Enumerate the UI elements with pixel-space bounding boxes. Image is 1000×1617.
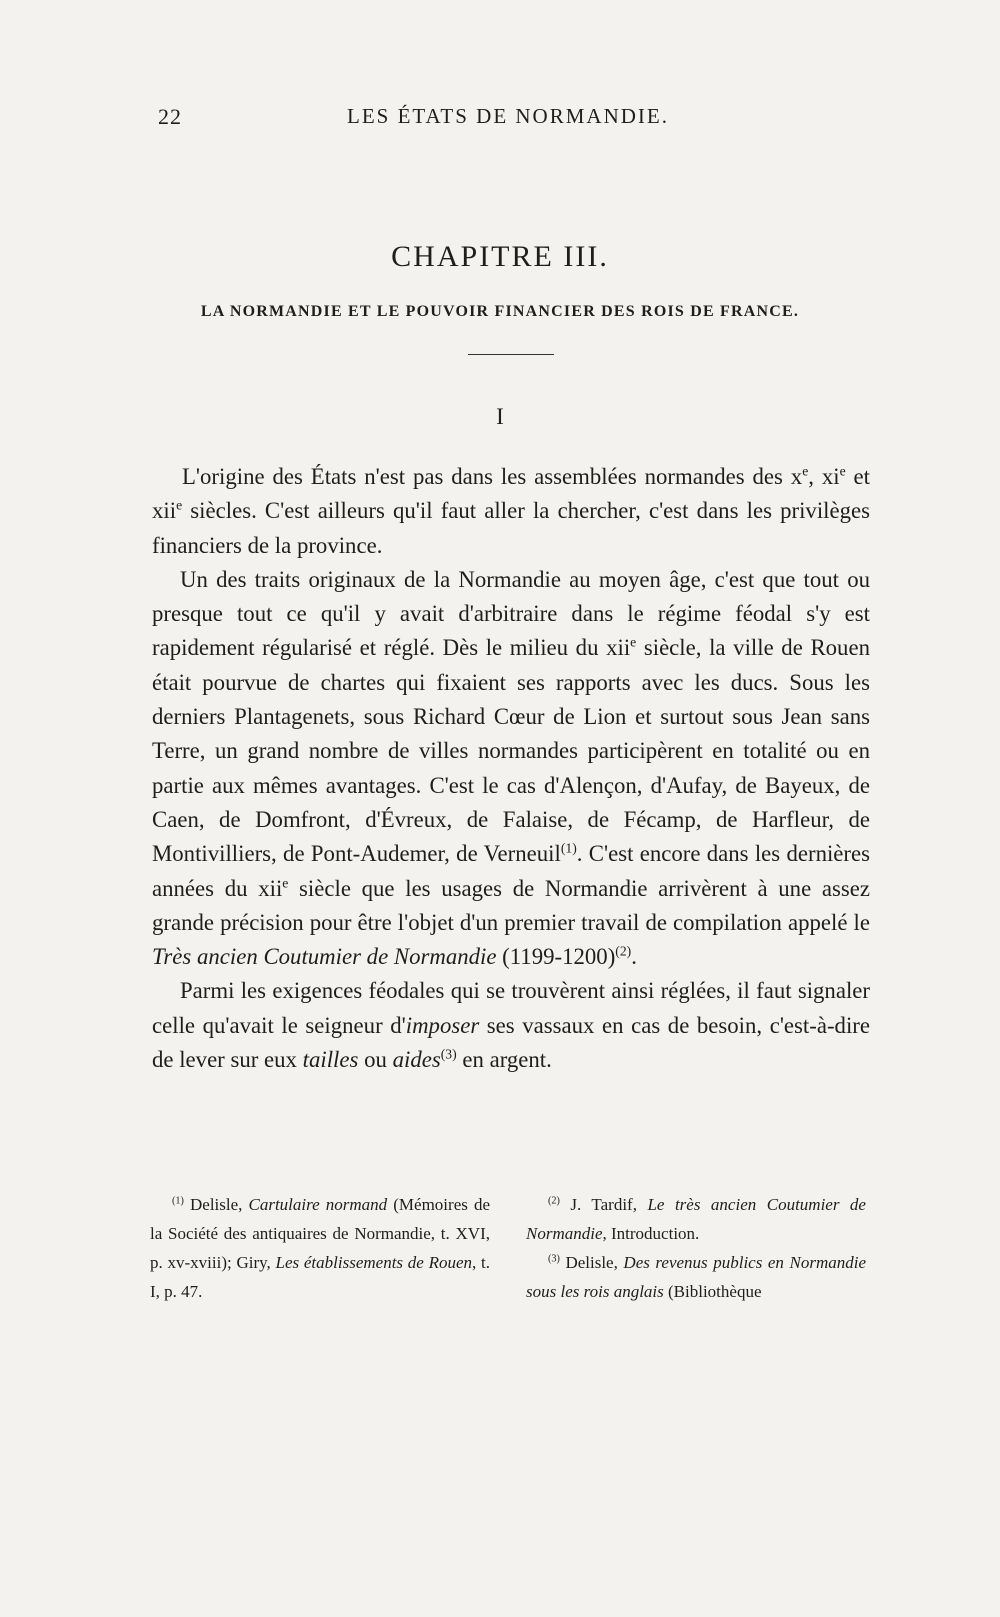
superscript: e (802, 463, 809, 479)
text-run: , t. I, p. 47. (150, 1253, 490, 1301)
footnote-mark: (1) (172, 1195, 184, 1207)
paragraph-3 (152, 974, 870, 1077)
text-run: Delisle, (183, 1195, 249, 1214)
text-run: Un des traits originaux de la Normandie au moyen âge, c'est que tout ou presque tout ce qu'il y avait d'arbitraire dans le régime féodal s'y est rapidement régularisé et réglé. Dès le milieu du xii (152, 566, 870, 661)
footnote-mark: (2) (548, 1195, 560, 1207)
text-run: en argent. (456, 1047, 552, 1073)
italic-title: Cartulaire normand (248, 1195, 388, 1214)
italic-term: tailles (302, 1047, 359, 1073)
text-run: J. Tardif, (559, 1195, 648, 1214)
footnote-ref-1: (1) (560, 840, 577, 856)
paragraph-2 (152, 563, 870, 975)
footnote-column-right (526, 1190, 866, 1306)
text-run: . C'est encore dans les dernières années du xii (152, 841, 871, 901)
running-title: LES ÉTATS DE NORMANDIE. (347, 104, 669, 128)
text-run: , xi (808, 464, 840, 489)
text-run: siècles. C'est ailleurs qu'il faut aller la chercher, c'est dans les privilèges financiers de la province. (152, 498, 870, 558)
page-header (158, 104, 858, 144)
text-run: , Introduction. (602, 1224, 700, 1243)
section-number: I (496, 404, 504, 429)
superscript: e (630, 634, 637, 650)
text-run: (Mémoires de la Société des antiquaires de Normandie, t. XVI, p. xv-xviii); Giry, (150, 1195, 490, 1272)
text-run: (Bibliothèque (663, 1282, 762, 1301)
text-run: (1199-1200) (496, 944, 616, 970)
chapter-heading: CHAPITRE III. (391, 240, 609, 273)
section-divider (468, 354, 554, 355)
text-run: ou (358, 1047, 393, 1073)
italic-term: aides (392, 1047, 441, 1073)
text-run: Delisle, (559, 1253, 624, 1272)
italic-title: Le très ancien Coutumier de Normandie (526, 1195, 866, 1243)
text-run: ses vassaux en cas de besoin, c'est-à-dire de lever sur eux (152, 1012, 870, 1073)
body-text (152, 460, 870, 1077)
italic-term: imposer (405, 1012, 480, 1038)
text-run: Parmi les exigences féodales qui se trouvèrent ainsi réglées, il faut signaler celle qu'avait le seigneur d' (152, 978, 870, 1038)
footnote-1 (150, 1190, 490, 1306)
superscript: e (282, 874, 289, 890)
text-run: . (631, 944, 637, 970)
chapter-subtitle: LA NORMANDIE ET LE POUVOIR FINANCIER DES ROIS DE FRANCE. (200, 303, 800, 320)
footnote-2 (526, 1190, 866, 1248)
footnote-ref-3: (3) (440, 1046, 457, 1062)
footnote-3 (526, 1248, 866, 1306)
superscript: e (839, 463, 846, 479)
paragraph-1 (152, 460, 870, 563)
page-number: 22 (158, 104, 182, 129)
text-run: et xii (152, 464, 871, 524)
italic-title: Les établissements de Rouen (275, 1253, 473, 1272)
footnote-column-left (150, 1190, 490, 1306)
superscript: e (176, 497, 183, 513)
italic-title: Très ancien Coutumier de Normandie (152, 944, 497, 970)
text-run: L'origine des États n'est pas dans les assemblées normandes des x (182, 464, 803, 489)
text-run: siècle que les usages de Normandie arrivèrent à une assez grande précision pour être l'objet d'un premier travail de compilation appelé le (152, 875, 870, 935)
footnote-ref-2: (2) (615, 943, 632, 959)
italic-title: Des revenus publics en Normandie sous les rois anglais (526, 1253, 866, 1301)
text-run: siècle, la ville de Rouen était pourvue de chartes qui fixaient ses rapports avec les ducs. Sous les derniers Plantagenets, sous Richard Cœur de Lion et surtout sous Jean sans Terre, un grand nombre de villes normandes participèrent en totalité ou en partie aux mêmes avantages. C'est le cas d'Alençon, d'Aufay, de Bayeux, de Caen, de Domfront, d'Évreux, de Falaise, de Fécamp, de Harfleur, de Montivilliers, de Pont-Audemer, de Verneuil (152, 635, 870, 867)
footnote-mark: (3) (548, 1253, 560, 1265)
